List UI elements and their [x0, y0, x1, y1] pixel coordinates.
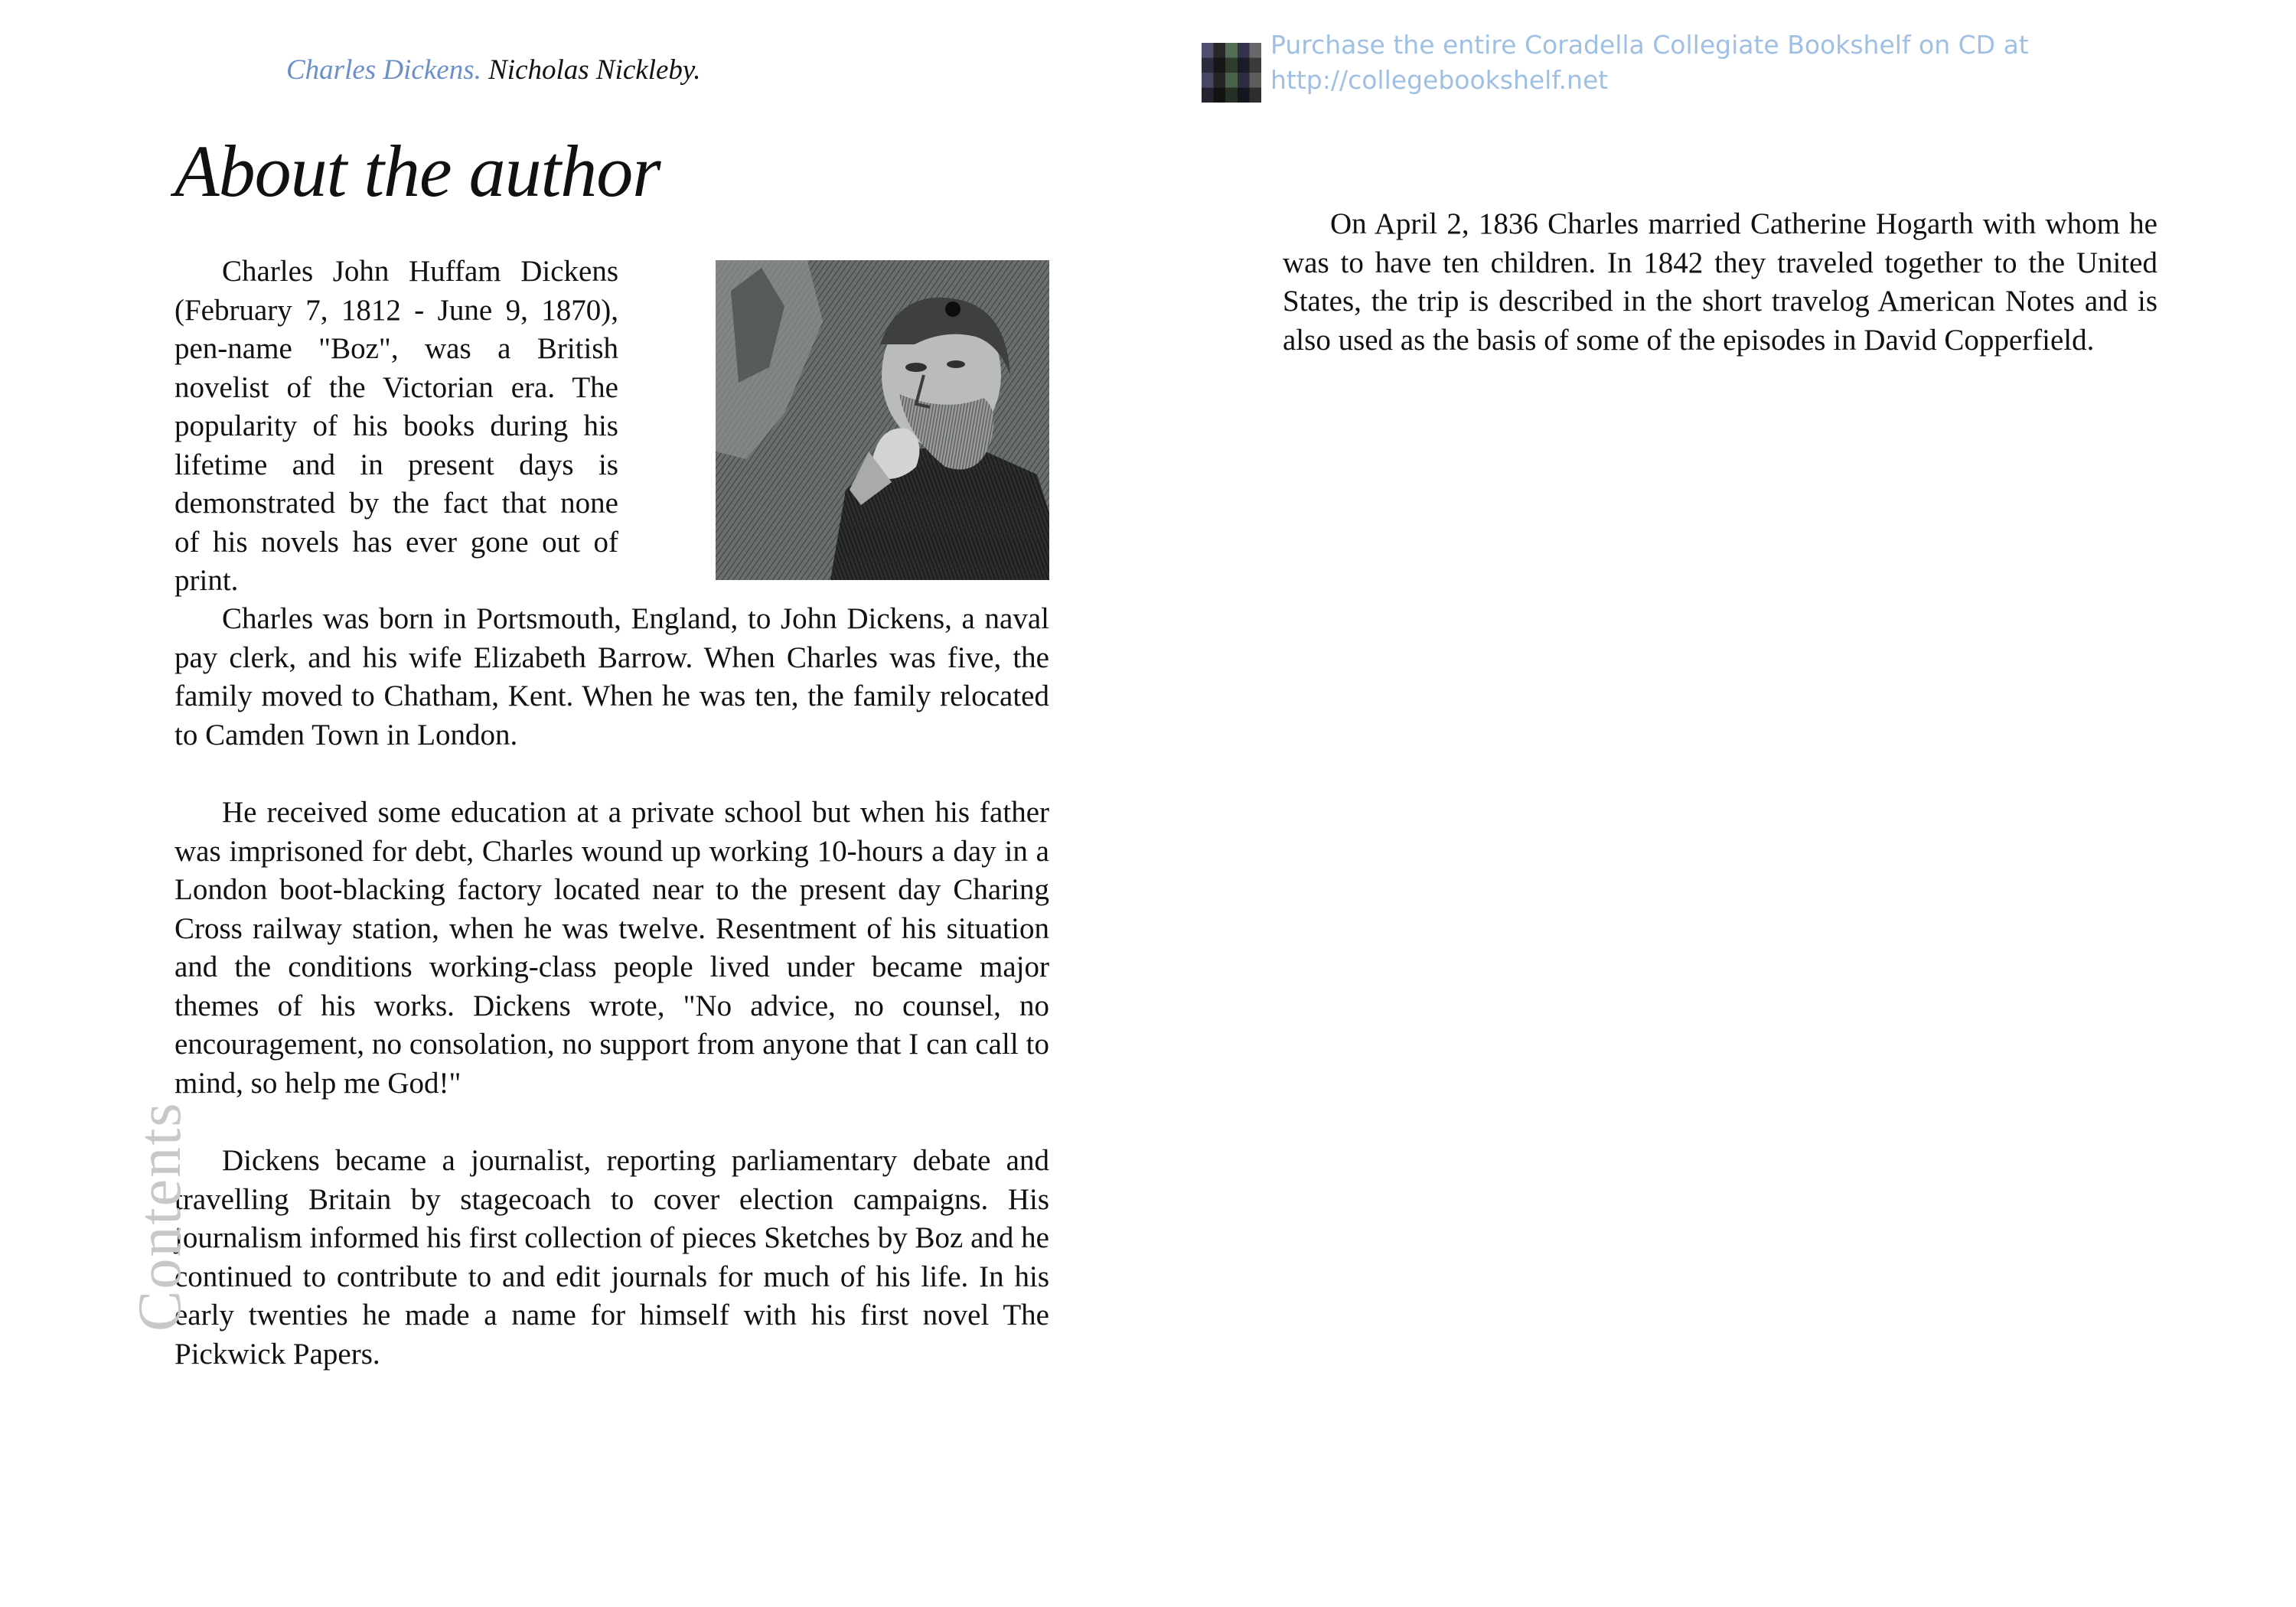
- promo-line-1[interactable]: Purchase the entire Coradella Collegiate Bookshelf on CD at: [1270, 30, 2029, 60]
- paragraph-marriage: On April 2, 1836 Charles married Catherine Hogarth with whom he was to have ten children. In 1842 they traveled together to the United States, the trip is described in the short travelog American Notes and is also used as the basis of some of the episodes in David Copperfield.: [1283, 207, 2157, 357]
- promo-banner[interactable]: [1202, 28, 2120, 104]
- running-head-title: Nicholas Nickleby.: [488, 54, 701, 86]
- contents-link[interactable]: Contents: [126, 1101, 194, 1332]
- promo-text[interactable]: [1270, 28, 2029, 98]
- paragraph-journalism: Dickens became a journalist, reporting parliamentary debate and travelling Britain by stagecoach to cover election campaigns. His journalism informed his first collection of pieces Sketches by Boz and he continued to contribute to and edit journals for much of his life. In his early twenties he made a name for himself with his first novel The Pickwick Papers.: [174, 1144, 1049, 1371]
- paragraph-birth: Charles was born in Portsmouth, England, to John Dickens, a naval pay clerk, and his wife Elizabeth Barrow. When Charles was five, the family moved to Chatham, Kent. When he was ten, the family relocated to Camden Town in London.: [174, 602, 1049, 751]
- author-portrait-image: [716, 260, 1049, 580]
- running-head: [286, 54, 701, 86]
- page-title: About the author: [174, 130, 660, 212]
- paragraph-intro: Charles John Huffam Dickens (February 7, 1812 - June 9, 1870), pen-name "Boz", was a British novelist of the Victorian era. The popularity of his books during his lifetime and in present days is demonstrated by the fact that none of his novels has ever gone out of print.: [174, 255, 618, 597]
- bookshelf-logo-icon[interactable]: [1202, 43, 1261, 103]
- paragraph-education: He received some education at a private school but when his father was imprisoned for debt, Charles wound up working 10-hours a day in a London boot-blacking factory located near to the present day Charing Cross railway station, when he was twelve. Resentment of his situation and the conditions working-class people lived under became major themes of his works. Dickens wrote, "No advice, no counsel, no encouragement, no consolation, no support from anyone that I can call to mind, so help me God!": [174, 796, 1049, 1100]
- promo-link[interactable]: http://collegebookshelf.net: [1270, 65, 1609, 95]
- running-head-author: Charles Dickens.: [286, 54, 481, 86]
